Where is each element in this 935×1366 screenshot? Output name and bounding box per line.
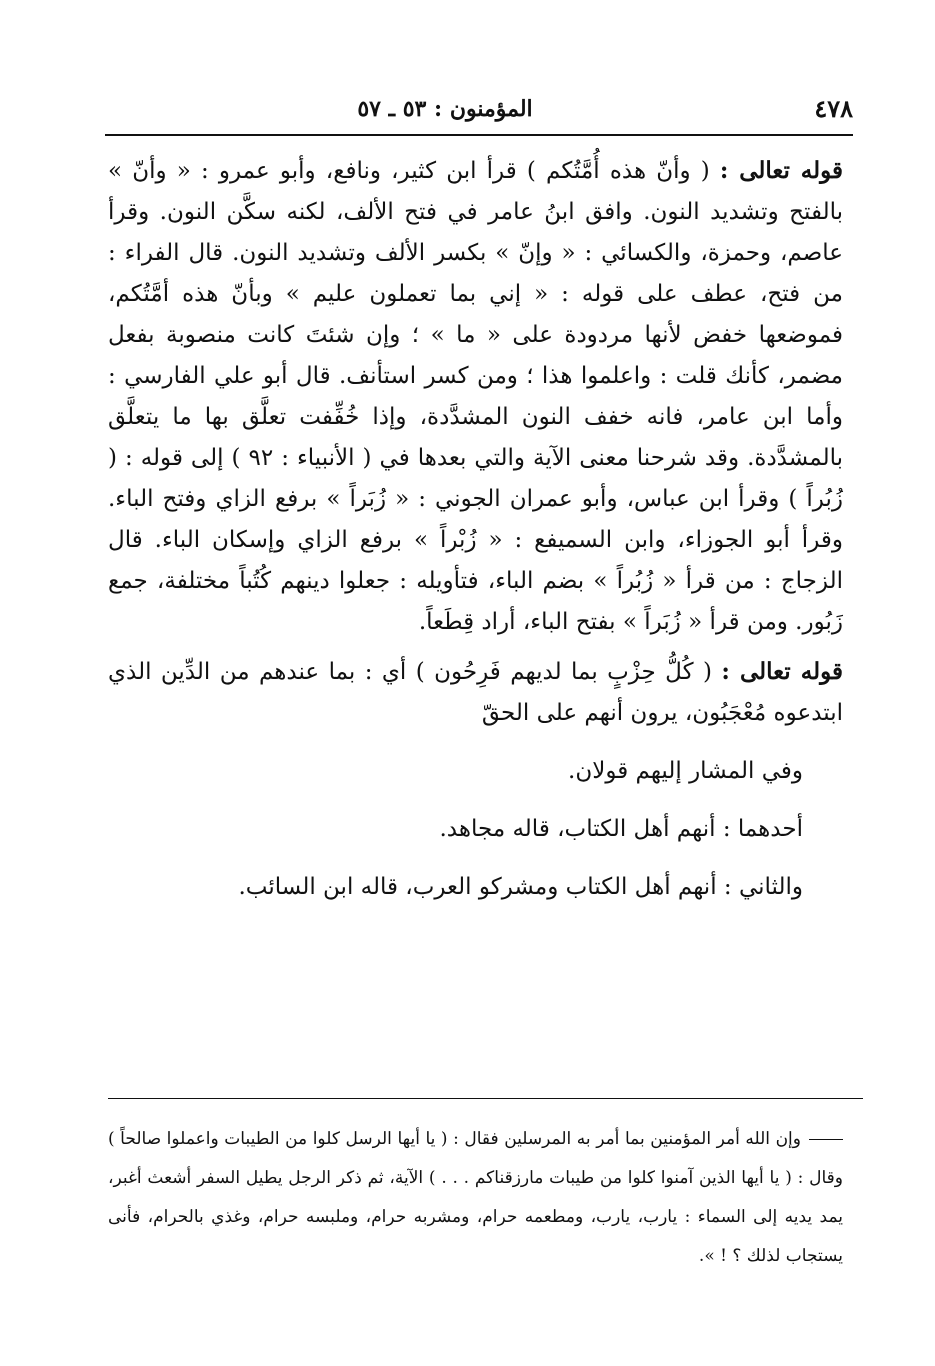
verse-lead: قوله تعالى :	[721, 658, 843, 685]
page-number: ٤٧٨	[814, 94, 853, 123]
footnote-rule	[108, 1098, 863, 1099]
opinions-list	[108, 742, 843, 916]
opinion-first: أحدهما : أنهم أهل الكتاب، قاله مجاهد.	[439, 816, 803, 842]
running-title: المؤمنون : ٥٣ ـ ٥٧	[357, 96, 533, 122]
paragraph-text: ( وأنّ هذه أُمَّتُكم ) قرأ ابن كثير، ونافع، وأبو عمرو : « وأنّ » بالفتح وتشديد النون. وافق ابنُ عامر في فتح الألف، لكنه سكَّن النون. وقرأ عاصم، وحمزة، والكسائي : « وإنّ » بكسر الألف وتشديد النون. قال الفراء : من فتح، عطف على قوله : « إني بما تعملون عليم » وبأنّ هذه أمَّتُكم، فموضعها خفض لأنها مردودة على « ما » ؛ وإن شئتَ كانت منصوبة بفعل مضمر، كأنك قلت : واعلموا هذا ؛ ومن كسر استأنف. قال أبو علي الفارسي : وأما ابن عامر، فانه خفف النون المشدَّدة، وإذا خُفِّفت تعلَّق بها ما يتعلَّق بالمشدَّدة. وقد شرحنا معنى الآية والتي بعدها في ( الأنبياء : ٩٢ ) إلى قوله : ( زُبُراً ) وقرأ ابن عباس، وأبو عمران الجوني : « زُبَراً » برفع الزاي وفتح الباء. وقرأ أبو الجوزاء، وابن السميفع : « زُبْراً » برفع الزاي وإسكان الباء. قال الزجاج : من قرأ « زُبُراً » بضم الباء، فتأويله : جعلوا دينهم كُتُباً مختلفة، جمع زَبُور. ومن قرأ « زُبَراً » بفتح الباء، أراد قِطَعاً.	[108, 158, 843, 635]
footnote-body: وإن الله أمر المؤمنين بما أمر به المرسلين فقال : ( يا أيها الرسل كلوا من الطيبات واعملوا صالحاً ) وقال : ( يا أيها الذين آمنوا كلوا من طيبات مارزقناكم . . . ) الآية، ثم ذكر الرجل يطيل السفر أشعث أغبر، يمد يديه إلى السماء : يارب، يارب، ومطعمه حرام، ومشربه حرام، وملبسه حرام، وغذي بالحرام، فأنى يستجاب لذلك ؟ ! ».	[108, 1129, 843, 1266]
verse-lead: قوله تعالى :	[719, 157, 843, 184]
footnote-continuation-dash	[809, 1139, 843, 1140]
page-header	[105, 90, 853, 134]
main-text	[108, 150, 843, 916]
paragraph-qira-at	[108, 150, 843, 643]
paragraph-hizb	[108, 651, 843, 734]
footnote-area	[108, 1120, 843, 1276]
header-rule	[105, 134, 853, 136]
paragraph-text: ( كُلُّ حِزْبٍ بما لديهم فَرِحُون ) أي : بما عندهم من الدِّين الذي ابتدعوه مُعْجَبُون، يرون أنهم على الحقّ	[108, 659, 843, 726]
opinions-intro: وفي المشار إليهم قولان.	[568, 758, 803, 784]
footnote-text	[108, 1120, 843, 1276]
opinion-second: والثاني : أنهم أهل الكتاب ومشركو العرب، قاله ابن السائب.	[238, 874, 803, 900]
